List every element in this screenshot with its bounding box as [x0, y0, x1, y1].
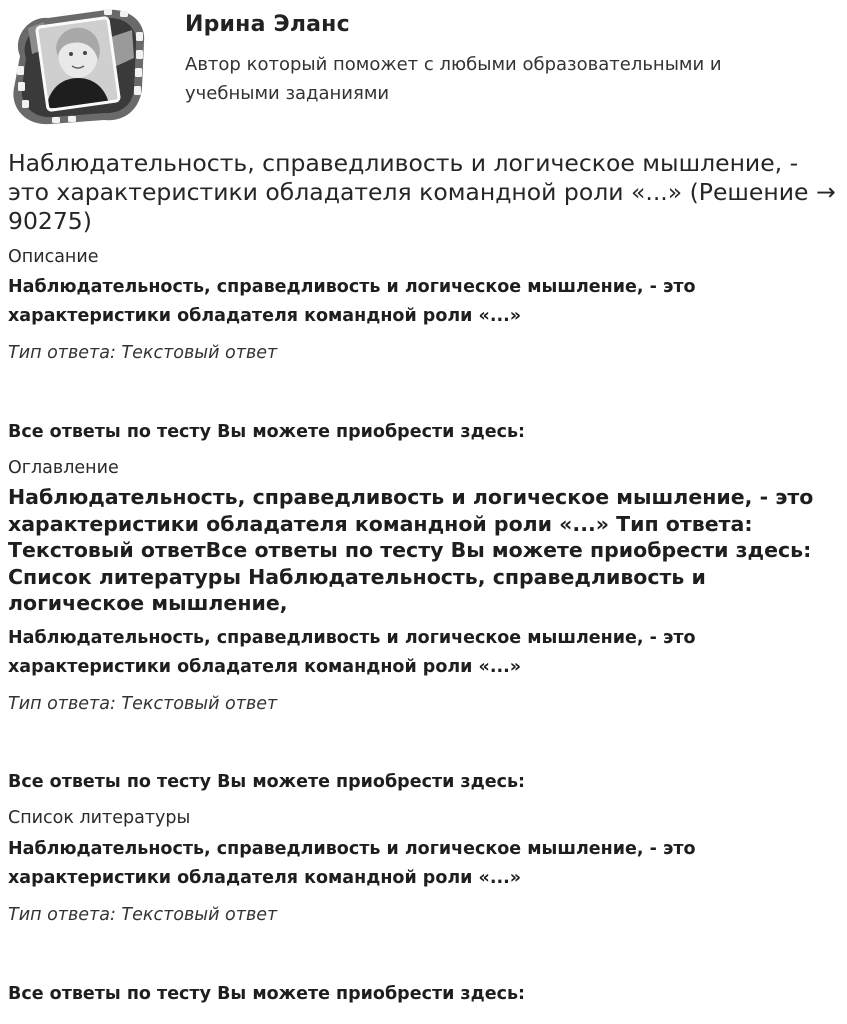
references-question: Наблюдательность, справедливость и логическое мышление, - это характеристики обладателя командной роли «...»: [8, 839, 696, 888]
references-answer-type: Тип ответа: Текстовый ответ: [8, 905, 278, 925]
description-label: Описание: [8, 247, 99, 267]
page-title: Наблюдательность, справедливость и логическое мышление, - это характеристики обладателя командной роли «...» (Решение → 90275): [8, 149, 836, 235]
toc-question: Наблюдательность, справедливость и логическое мышление, - это характеристики обладателя командной роли «...»: [8, 628, 696, 677]
toc-answer-type: Тип ответа: Текстовый ответ: [8, 694, 278, 714]
references-all-answers: Все ответы по тесту Вы можете приобрести здесь:: [8, 984, 526, 1004]
author-card: [0, 0, 847, 130]
description-all-answers: Все ответы по тесту Вы можете приобрести здесь:: [8, 422, 526, 442]
toc-all-answers: Все ответы по тесту Вы можете приобрести здесь:: [8, 772, 526, 792]
description-answer-type: Тип ответа: Текстовый ответ: [8, 343, 278, 363]
author-name[interactable]: Ирина Эланс: [185, 12, 350, 37]
author-avatar-icon[interactable]: [8, 8, 150, 126]
toc-label: Оглавление: [8, 458, 119, 478]
author-description: Автор который поможет с любыми образовательными и учебными заданиями: [185, 54, 722, 104]
toc-title: Наблюдательность, справедливость и логическое мышление, - это характеристики обладателя командной роли «...» Тип ответа: Текстовый ответВсе ответы по тесту Вы можете приобрести здесь: Список литературы Наблюдательность, справедливость и логическое мышление,: [8, 485, 814, 615]
references-label: Список литературы: [8, 808, 191, 828]
description-question: Наблюдательность, справедливость и логическое мышление, - это характеристики обладателя командной роли «...»: [8, 277, 696, 326]
